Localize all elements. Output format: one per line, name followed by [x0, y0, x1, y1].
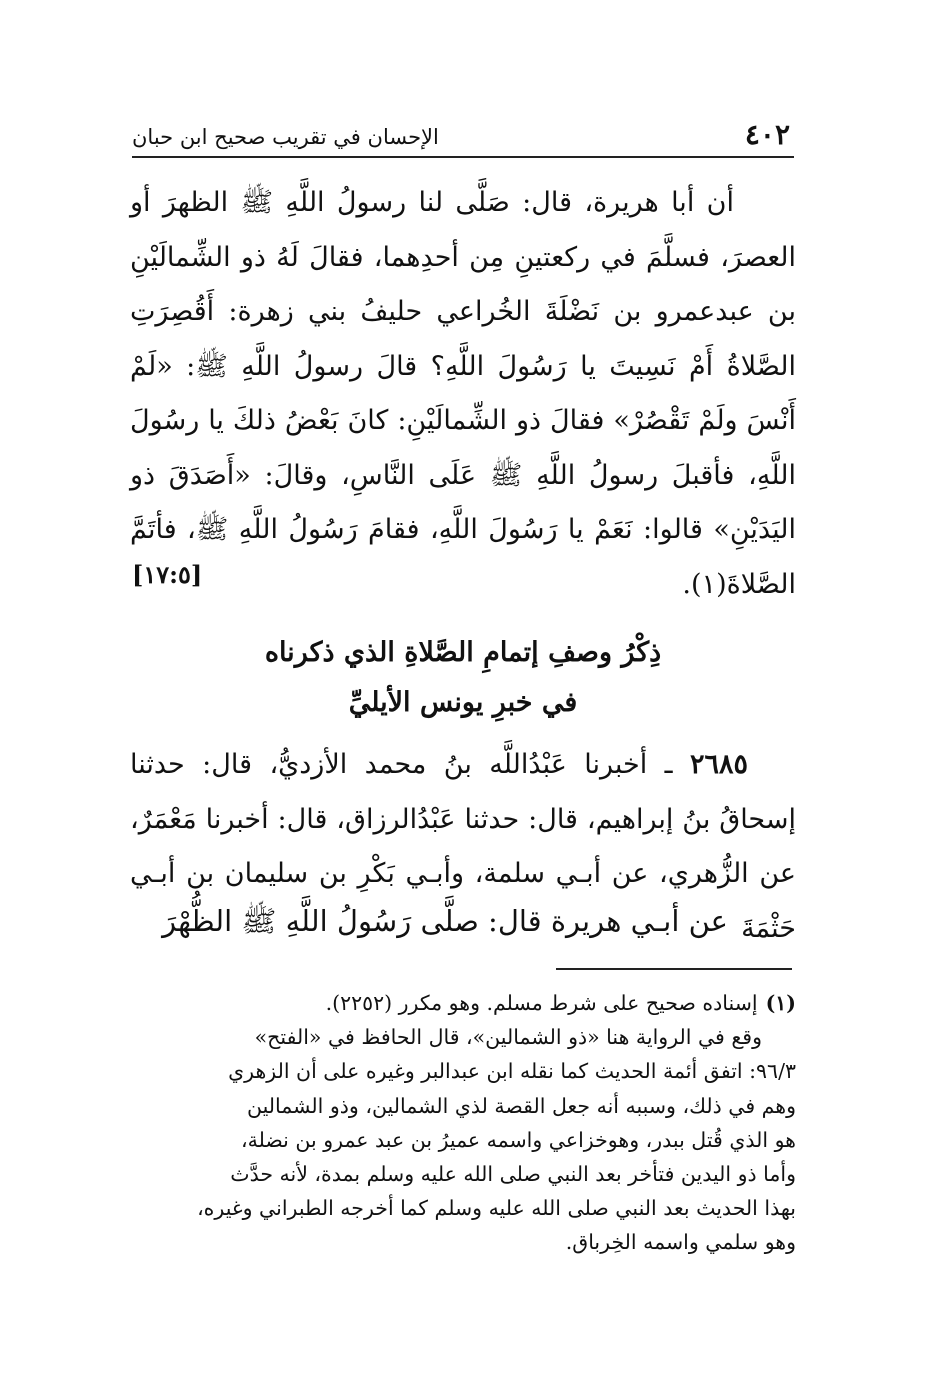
footnote-line-8: وهو سلمي واسمه الخِرباق. — [565, 1230, 796, 1255]
footnote-line-4: وهم في ذلك، وسببه أنه جعل القصة لذي الشمالين، وذو الشمالين — [247, 1093, 796, 1118]
footnote-marker: (١) — [765, 991, 796, 1015]
source-reference: [١٧:٥] — [132, 560, 203, 589]
footnote-line-6: وأما ذو اليدين فتأخر بعد النبي صلى الله عليه وسلم بمدة، لأنه حدَّث — [230, 1162, 796, 1187]
section-heading-line-2: في خبرِ يونس الأيليِّ — [348, 687, 578, 718]
hadith-text-paragraph: أن أبا هريرة، قال: صَلَّى لنا رسولُ اللَّهِ ﷺ الظهرَ أو العصرَ، فسلَّمَ في ركعتينِ مِن أحدِهما، فقالَ لَهُ ذو الشِّمالَيْنِ بن عبدعمرو بن نَضْلَةَ الخُراعي حليفُ بني زهرة: أَقُصِرَتِ الصَّلاةُ أَمْ نَسِيتَ يا رَسُولَ اللَّهِ؟ قالَ رسولُ اللَّهِ ﷺ: «لَمْ أَنْسَ ولَمْ تَقْصُرْ» فقالَ ذو الشِّمالَيْنِ: كانَ بَعْضُ ذلكَ يا رسُولَ اللَّهِ، فأقبلَ رسولُ اللَّهِ ﷺ عَلَى النَّاسِ، وقالَ: «أَصَدَقَ ذو اليَدَيْنِ» قالوا: نَعَمْ يا رَسُولَ اللَّهِ، فقامَ رَسُولُ اللَّهِ ﷺ، فأتَمَّ الصَّلاةَ(١). — [130, 187, 796, 600]
hadith-matn-start: عن أبـي هريرة قال: صلَّى رَسُولُ اللَّهِ ﷺ الظُّهْرَ — [162, 904, 728, 938]
page-number: ٤٠٢ — [744, 118, 790, 151]
footnote-line-7: بهذا الحديث بعد النبي صلى الله عليه وسلم كما أخرجه الطبراني وغيره، — [197, 1196, 796, 1221]
hadith-isnad: ـ أخبرنا عَبْدُاللَّه بنُ محمد الأزديُّ، قال: حدثنا إسحاقُ بنُ إبراهيم، قال: حدثنا عَبْدُالرزاق، قال: أخبرنا مَعْمَرٌ، عن الزُّهري، عن أبـي سلمة، وأبـي بَكْرِ بن سليمان بن أبـي حَثْمَةَ — [130, 749, 796, 944]
footnote-line-1 — [130, 986, 796, 1020]
page-header — [132, 112, 790, 152]
footnote-text: إسناده صحيح على شرط مسلم. وهو مكرر (٢٢٥٢). — [325, 991, 758, 1015]
footnotes — [130, 986, 796, 1260]
hadith-number: ٢٦٨٥ — [689, 749, 748, 780]
footnote-line-5: هو الذي قُتل ببدر، وهوخزاعي واسمه عميرُ بن عبد عمرو بن نضلة، — [241, 1127, 796, 1152]
section-heading-line-1: ذِكْرُ وصفِ إتمامِ الصَّلاةِ الذي ذكرناه — [264, 637, 662, 668]
footnote-line-3: ٩٦/٣: اتفق أئمة الحديث كما نقله ابن عبدالبر وغيره على أن الزهري — [228, 1059, 796, 1084]
running-title: الإحسان في تقريب صحيح ابن حبان — [132, 125, 439, 149]
header-divider — [132, 156, 794, 158]
footnote-line-2: وقع في الرواية هنا «ذو الشمالين»، قال الحافظ في «الفتح» — [254, 1025, 762, 1050]
footnote-divider — [556, 968, 792, 970]
